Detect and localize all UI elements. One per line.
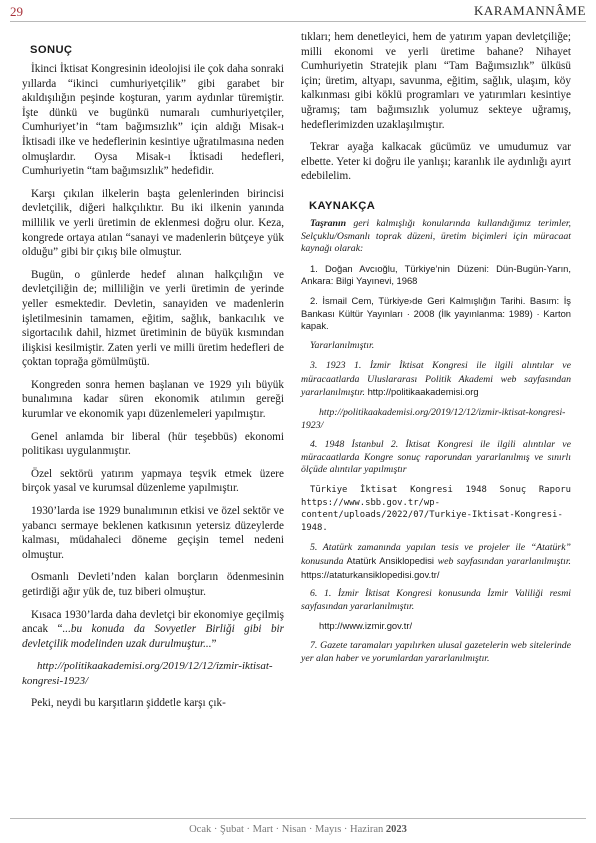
paragraph: Osmanlı Devleti’nden kalan borçların ödenmesinin getirdiği ağır yük de, tuz biberi olmuştur. (22, 571, 284, 598)
paragraph: Karşı çıkılan ilkelerin başta gelenlerinden birincisi devletçilik, diğeri halkçılıktır. Bu iki ilkenin yanında millilik ve yerli üretimin de eklenmesi doğru olur. Keza, kongrede ortaya atılan “sanayi ve madenlerin bütçeye yük olduğu” gibi bir çıkış bile olmuştur. (22, 187, 284, 259)
left-column (22, 30, 284, 719)
reference-text: web sayfasından yararlanılmıştır. (437, 556, 571, 567)
paragraph: Özel sektörü yatırım yapmaya teşvik etmek üzere birçok yasal ve kurumsal düzenleme yapılmıştır. (22, 467, 284, 495)
right-column (301, 30, 571, 672)
reference-item: 6. 1. İzmir İktisat Kongresi konusunda İzmir Valiliği resmi sayfasından yararlanılmıştır. (301, 588, 571, 612)
reference-item: 2. İsmail Cem, Türkiye›de Geri Kalmışlığın Tarihi. Basım: İş Bankası Kültür Yayınları · 2008 (İlk yayınlanma: 1989) · Karton kapak. (301, 294, 571, 332)
reference-item: 1. Doğan Avcıoğlu, Türkiye’nin Düzeni: Dün-Bugün-Yarın, Ankara: Bilgi Yayınevi, 1968 (301, 262, 571, 287)
header-divider (10, 21, 586, 22)
reference-item: Türkiye İktisat Kongresi 1948 Sonuç Raporu https://www.sbb.gov.tr/wp-content/uploads/2022/07/Turkiye-Iktisat-Kongresi-1948. (301, 485, 571, 533)
paragraph: tıkları; hem denetleyici, hem de yatırım yapan devletçiliğe; milli ekonomi ve yerli üretime bahane? Nihayet Cumhuriyetin Stratejik planı “Tam Bağımsızlık” ülküsü için; üretim, altyapı, savunma, eğitim, sağlık, ulaşım, köy kalkınması gibi köklü programları ve yatırımları kesintiye uğramış; tam bağımsızlık yolumuz sekteye uğramış, hedeflerimizden uzaklaşılmıştır. (301, 31, 571, 131)
reference-url: https://ataturkansiklopedisi.gov.tr/ (301, 568, 440, 580)
reference-note: Yararlanılmıştır. (310, 339, 375, 351)
quote-close: ” (211, 637, 217, 650)
section-heading-sonuc: SONUÇ (30, 44, 73, 56)
quote-lead: Kısaca 1930’larda daha devletçi bir ekonomiye geçilmiş ancak “ (22, 608, 284, 636)
paragraph: İkinci İktisat Kongresinin ideolojisi ile çok daha sonraki yıllarda “ikinci cumhuriyetçilik” gibi garabet bir akıldışılığın peşinde koşturan, yarım aydınlar türemiştir. İşte dünkü ve bugünkü numaralı cumhuriyetçiler, Cumhuriyet’in “tam bağımsızlık” için aldığı Misak-ı İktisadi ilke ve hedeflerinin kesintiye uğratılmasına neden olmuşlardır. Oysa Misak-ı İktisadi hedefleri, Cumhuriyetin “tam bağımsızlık” hedefidir. (22, 63, 284, 178)
reference-url: http://politikaakademisi.org/2019/12/12/izmir-iktisat-kongresi-1923/ (301, 407, 566, 431)
paragraph-quote (22, 608, 284, 652)
references-intro (301, 218, 571, 256)
reference-text: 5. Atatürk zamanında yapılan tesis ve projeler ile “Atatürk” konusunda (301, 542, 571, 567)
paragraph: Kongreden sonra hemen başlanan ve 1929 yılı büyük bunalımına kadar süren ekonomik atılımın gereği kurumlar ve ekonomik yapı düzenlemeleri yapılmıştır. (22, 378, 284, 421)
footer-months: Ocak · Şubat · Mart · Nisan · Mayıs · Haziran (189, 824, 384, 835)
paragraph: Bugün, o günlerde hedef alınan halkçılığın ve devletçiliğin de; milliliğin ve yerli üretimin de yerinde yeller esmektedir. Devletin, sanayiden ve madenlerin işletilmesinin tamamen, eğitim, sağlık, bankacılık ve sigortacılık dahil, hizmet üretiminin de büyük kısmından ilişkisi kesilmiştir. Zaten yerli ve milli üretim hedefleri de çoktan toprağa gömülmüştü. (22, 268, 284, 369)
reference-item: 4. 1948 İstanbul 2. İktisat Kongresi ile ilgili alıntılar ve müracaatlarda Kongre sonuç raporundan yararlanılmış ve sınırlı ölçüde alıntılar yapılmıştır (301, 439, 571, 476)
paragraph: Tekrar ayağa kalkacak gücümüz ve umudumuz var elbette. Yeter ki doğru ile yanlışı; karanlık ile aydınlığı ayırt edebilelim. (301, 141, 571, 183)
journal-title: KARAMANNÂME (473, 3, 586, 18)
quote-text: ...bu konuda da Sovyetler Birliği gibi bir devletçilik modelinden uzak durulmuştur... (22, 623, 284, 650)
page-number: 29 (10, 4, 23, 19)
paragraph: 1930’larda ise 1929 bunalımının etkisi ve özel sektör ve yabancı sermaye beklenen katkısının yetersiz düzeylerde kalması, müdahaleci döneme geçişin temel nedeni olmuştur. (22, 505, 284, 561)
reference-text: 3. 1923 1. İzmir İktisat Kongresi ile ilgili alıntılar ve müracaatlarda Uluslararası Politik Akademi web sayfasından yararlanılmıştır. (301, 360, 571, 399)
footer-divider (10, 818, 586, 819)
footer-year: 2023 (385, 824, 407, 835)
paragraph: Peki, neydi bu karşıtların şiddetle karşı çık- (31, 697, 226, 710)
paragraph: Genel anlamda bir liberal (hür teşebbüs) ekonomi politikası uygulanmıştır. (22, 430, 284, 458)
reference-item (301, 359, 571, 400)
references-intro-lead: Taşranın (310, 217, 347, 229)
reference-item: 7. Gazete taramaları yapılırken ulusal gazetelerin web sitelerinde yer alan haber ve yorumlardan yararlanılmıştır. (301, 639, 571, 664)
source-url: http://politikaakademisi.org/2019/12/12/izmir-iktisat-kongresi-1923/ (22, 660, 273, 687)
reference-url: http://www.izmir.gov.tr/ (319, 620, 413, 632)
section-heading-kaynakca: KAYNAKÇA (309, 199, 376, 212)
reference-item (301, 541, 571, 581)
reference-url: http://politikaakademisi.org (364, 386, 479, 398)
references-intro-text: geri kalmışlığı konularında kullandığımız terimler, Selçuklu/Osmanlı toprak düzeni, üretim biçimleri için müracaat kaynağı olarak: (301, 217, 571, 255)
page-footer (0, 824, 596, 835)
reference-text-plain: Atatürk Ansiklopedisi (343, 555, 438, 566)
